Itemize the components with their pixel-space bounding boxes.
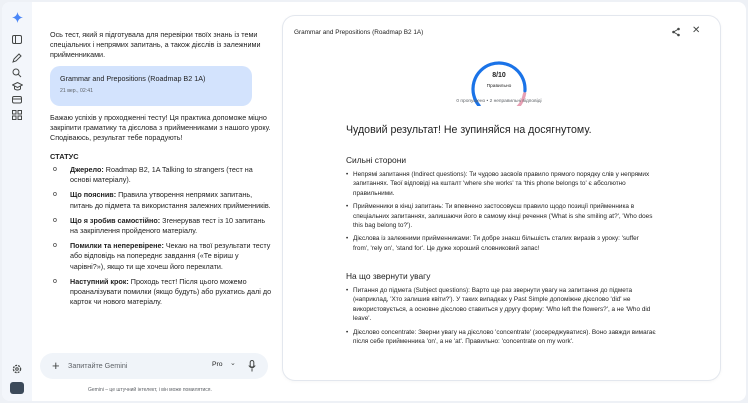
step-label: Помилки та неперевірене: [70, 241, 164, 251]
step-label: Що пояснив: [70, 190, 117, 200]
attention-heading: На що звернути увагу [346, 271, 431, 281]
quiz-card[interactable] [50, 66, 252, 106]
step-label: Наступний крок: [70, 276, 129, 286]
list-bullet: o [53, 242, 57, 250]
list-item [346, 234, 656, 253]
model-selector[interactable]: Pro [212, 361, 223, 368]
status-heading: СТАТУС [50, 152, 79, 161]
result-heading: Чудовий результат! Не зупиняйся на досягнутому. [346, 124, 592, 136]
list-item [346, 328, 656, 347]
gems-icon[interactable] [11, 110, 23, 122]
left-rail [2, 2, 32, 401]
step-text: Roadmap B2, 1A Talking to strangers (тест на основі матеріалу). [70, 165, 253, 185]
step-label: Джерело: [70, 165, 104, 174]
list-bullet: o [53, 191, 57, 199]
prompt-input[interactable]: Запитайте Gemini [68, 361, 128, 370]
avatar[interactable] [10, 382, 24, 394]
status-list [50, 165, 275, 312]
list-bullet: • [346, 171, 349, 178]
list-bullet: • [346, 287, 349, 294]
strength-text: Дієслова із залежними прийменниками: Ти добре знаєш більшість сталих виразів з уроку: 'suffer from', 'rely on', 'stand for'. Це дуже хороший словниковий запас! [353, 235, 639, 252]
attention-text: Питання до підмета (Subject questions): Варто ще раз звернути увагу на запитання до підмета (наприклад, 'Хто залишив квіти?'). У таких випадках у Past Simple допоміжне дієслово 'did' не використовується, а основне дієслово ставиться у другу форму: 'Who left the flowers?', а не 'Who did leave'. [353, 287, 651, 323]
step-text: Правила утворення непрямих запитань, питань до підмета та використання залежних прийменників. [70, 190, 271, 210]
gemini-window [2, 2, 746, 401]
assistant-wish-text: Бажаю успіхів у проходженні тесту! Ця практика допоможе міцно закріпити граматику та дієслова з прийменниками з нашого уроку. Сподіваюсь, результат тебе порадують! [50, 113, 271, 143]
list-bullet: o [53, 277, 57, 285]
list-item [346, 202, 656, 230]
list-item [346, 170, 656, 198]
step-text: Згенерував тест із 10 запитань на закріплення пройденого матеріалу. [70, 215, 266, 236]
score-value: 8/10 [492, 72, 506, 79]
list-bullet: o [53, 216, 57, 224]
learn-icon[interactable] [11, 82, 23, 94]
step-text: Чекаю на твої результати тесту або відповідь на попереднє завдання («Те віриш у чарівні?»), якщо ти ще хочеш його переклати. [70, 241, 271, 271]
list-item [50, 165, 275, 185]
list-bullet: o [53, 166, 57, 173]
list-bullet: • [346, 235, 349, 243]
list-bullet: • [346, 328, 349, 336]
close-icon[interactable]: ✕ [692, 25, 701, 36]
chevron-down-icon[interactable]: ⌄ [230, 360, 236, 367]
microphone-icon[interactable] [248, 360, 256, 372]
quiz-card-date: 21 вер., 02:41 [60, 88, 93, 94]
step-text: Проходь тест! Після цього можемо проаналізувати помилки (якщо будуть) або рухатись далі до карток чи нового матеріалу. [70, 276, 272, 307]
list-item [50, 277, 275, 308]
score-label: Правильно [486, 84, 512, 89]
list-item [50, 216, 275, 236]
strength-text: Непрямі запитання (Indirect questions): Ти чудово засвоїв правило прямого порядку слів у непрямих запитаннях. Твої відповіді на кшталт 'where she works' та 'this phone belongs to' є абсолютно правильними. [353, 171, 650, 197]
chat-bubble-icon[interactable] [11, 96, 23, 108]
list-item [50, 190, 275, 210]
share-icon[interactable] [671, 27, 681, 37]
panel-title: Grammar and Prepositions (Roadmap B2 1A) [294, 29, 424, 36]
assistant-intro-text: Ось тест, який я підготувала для перевірки твоїх знань із теми спеціальних і непрямих запитань, а також дієслів із залежними прийменниками. [50, 30, 261, 60]
chat-column [40, 2, 280, 401]
list-item [346, 286, 656, 324]
add-attachment-button[interactable]: + [52, 358, 60, 373]
attention-section [346, 271, 656, 350]
list-bullet: • [346, 203, 349, 211]
search-icon[interactable] [11, 68, 23, 80]
prompt-input-bar[interactable] [40, 353, 268, 379]
strengths-heading: Сильні сторони [346, 155, 406, 165]
disclaimer-text: Gemini – це штучний інтелект, і він може помилятися. [88, 387, 212, 393]
list-item [50, 241, 275, 272]
settings-icon[interactable] [11, 364, 23, 376]
quiz-results-panel [283, 16, 720, 380]
strength-text: Прийменники в кінці запитань: Ти впевнено застосовуєш правило щодо позиції прийменника в спеціальних запитаннях, залишаючи його в самому кінці речення ('What is she smiling at?', 'Who does this bag belong to?'). [353, 203, 653, 230]
sidebar-toggle-icon[interactable] [11, 35, 23, 47]
attention-text: Дієслово concentrate: Зверни увагу на дієслово 'concentrate' (зосереджуватися). Воно завжди вимагає після себе прийменника 'on', а не 'at'. Правильно: 'concentrate on my work'. [353, 328, 656, 346]
gemini-spark-icon[interactable] [12, 12, 23, 23]
strengths-section [346, 155, 656, 257]
step-label: Що я зробив самостійно: [70, 215, 161, 225]
result-meta: 0 пропущено • 2 неправильні відповіді [456, 99, 542, 104]
new-chat-icon[interactable] [11, 53, 23, 65]
quiz-card-title: Grammar and Prepositions (Roadmap B2 1A) [60, 74, 206, 83]
